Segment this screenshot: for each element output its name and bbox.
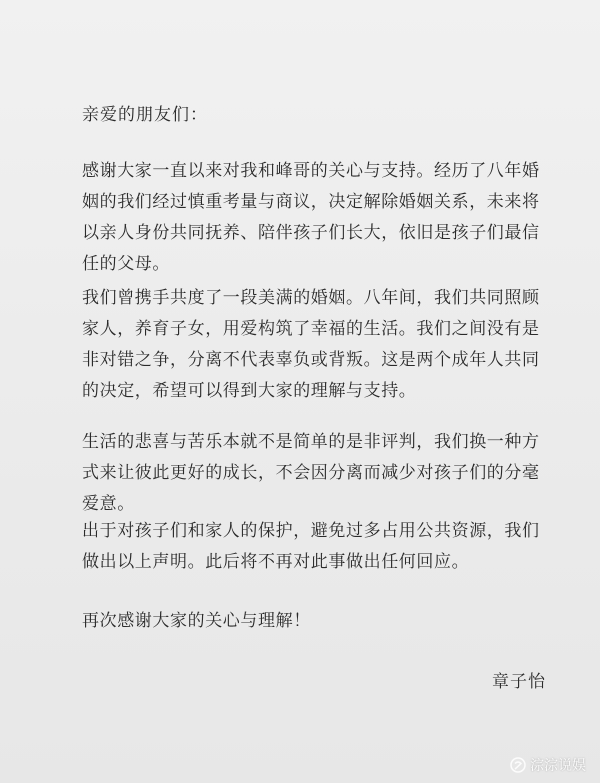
letter-paragraph-2: 我们曾携手共度了一段美满的婚姻。八年间，我们共同照顾家人，养育子女，用爱构筑了幸福的生活。我们之间没有是非对错之争，分离不代表辜负或背叛。这是两个成年人共同的决定，希望可以得到大家的理解与支持。 xyxy=(82,288,540,401)
watermark xyxy=(510,755,586,775)
platform-logo-icon xyxy=(510,757,526,773)
letter-paragraph-1: 感谢大家一直以来对我和峰哥的关心与支持。经历了八年婚姻的我们经过慎重考量与商议，决定解除婚姻关系，未来将以亲人身份共同抚养、陪伴孩子们长大，依旧是孩子们最信任的父母。 xyxy=(82,161,540,274)
letter-greeting: 亲爱的朋友们： xyxy=(82,105,208,125)
letter-paragraph-5: 再次感谢大家的关心与理解！ xyxy=(82,611,311,631)
letter-paragraph-4: 出于对孩子们和家人的保护，避免过多占用公共资源，我们做出以上声明。此后将不再对此事做出任何回应。 xyxy=(82,521,540,572)
letter-paragraph-3: 生活的悲喜与苦乐本就不是简单的是非评判，我们换一种方式来让彼此更好的成长，不会因分离而减少对孩子们的分毫爱意。 xyxy=(82,432,540,514)
watermark-text: 淙淙说娱 xyxy=(530,758,586,774)
letter-signature: 章子怡 xyxy=(492,672,546,692)
